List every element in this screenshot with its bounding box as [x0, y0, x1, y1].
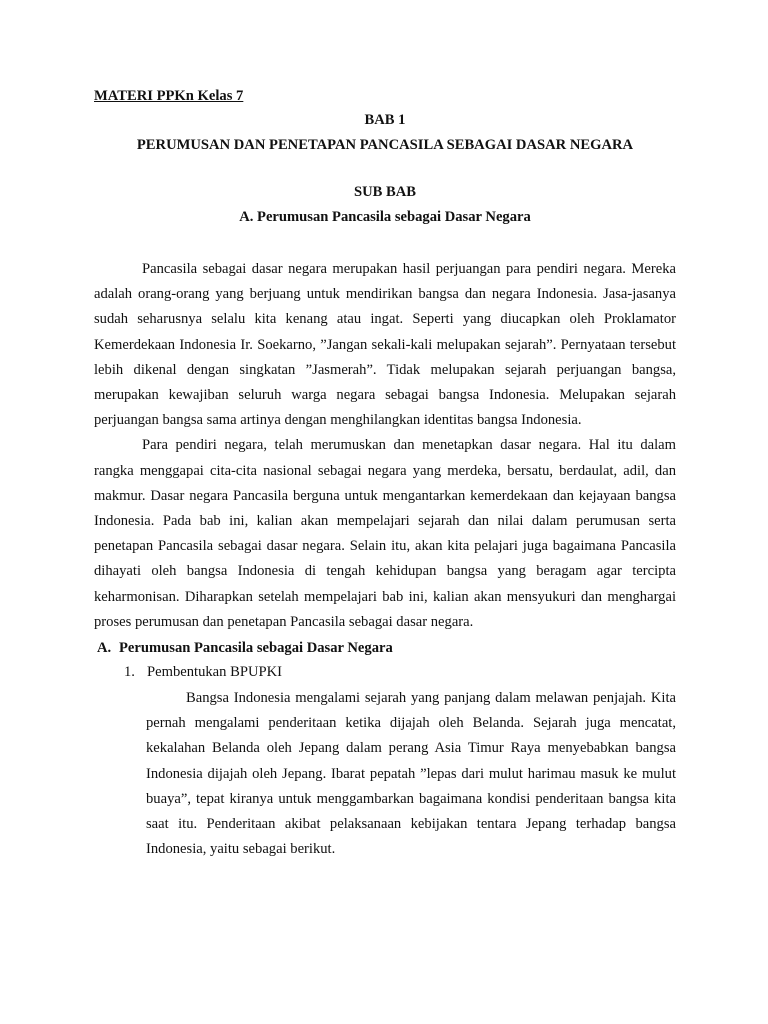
- list-item-number: 1.: [124, 664, 135, 681]
- section-letter: A.: [97, 640, 112, 657]
- list-item-title: Pembentukan BPUPKI: [147, 664, 282, 681]
- chapter-title: PERUMUSAN DAN PENETAPAN PANCASILA SEBAGAI DASAR NEGARA: [136, 137, 634, 153]
- subchapter-title: A. Perumusan Pancasila sebagai Dasar Negara: [239, 209, 531, 225]
- list-item: [94, 661, 676, 683]
- subchapter-label: SUB BAB: [353, 184, 417, 200]
- document-body: [94, 86, 676, 877]
- section-heading: [94, 637, 676, 659]
- document-label: MATERI PPKn Kelas 7: [94, 88, 244, 104]
- list-item-paragraph: Bangsa Indonesia mengalami sejarah yang panjang dalam melawan penjajah. Kita pernah mengalami penderitaan ketika dijajah oleh Belanda. Sejarah juga mencatat, kekalahan Belanda oleh Jepang dalam perang Asia Timur Raya menyebabkan bangsa Indonesia dijajah oleh Jepang. Ibarat pepatah ”lepas dari mulut harimau masuk ke mulut buaya”, tepat kiranya untuk menggambarkan bagaimana kondisi penderitaan bangsa kita saat itu. Penderitaan akibat pelaksanaan kebijakan tentara Jepang terhadap bangsa Indonesia, yaitu sebagai berikut.: [146, 690, 676, 858]
- chapter-number: BAB 1: [364, 112, 406, 128]
- intro-paragraph-1: Pancasila sebagai dasar negara merupakan hasil perjuangan para pendiri negara. Mereka adalah orang-orang yang berjuang untuk mendirikan bangsa dan negara Indonesia. Jasa-jasanya sudah seharusnya selalu kita kenang atau ingat. Seperti yang diucapkan oleh Proklamator Kemerdekaan Indonesia Ir. Soekarno, ”Jangan sekali-kali melupakan sejarah”. Pernyataan tersebut lebih dikenal dengan singkatan ”Jasmerah”. Tidak melupakan sejarah perjuangan bangsa, merupakan kewajiban seluruh warga negara sebagai bangsa Indonesia. Melupakan sejarah perjuangan bangsa sama artinya dengan menghilangkan identitas bangsa Indonesia.: [94, 261, 676, 429]
- section-title: Perumusan Pancasila sebagai Dasar Negara: [119, 640, 393, 657]
- intro-paragraph-2: Para pendiri negara, telah merumuskan dan menetapkan dasar negara. Hal itu dalam rangka menggapai cita-cita nasional sebagai negara yang merdeka, bersatu, berdaulat, adil, dan makmur. Dasar negara Pancasila berguna untuk mengantarkan kemerdekaan dan kejayaan bangsa Indonesia. Pada bab ini, kalian akan mempelajari sejarah dan nilai dalam perumusan serta penetapan Pancasila sebagai dasar negara. Selain itu, akan kita pelajari juga bagaimana Pancasila dihayati oleh bangsa Indonesia di tengah kehidupan bangsa yang beragam agar tercipta keharmonisan. Diharapkan setelah mempelajari bab ini, kalian akan mensyukuri dan menghargai proses perumusan dan penetapan Pancasila sebagai dasar negara.: [94, 437, 676, 630]
